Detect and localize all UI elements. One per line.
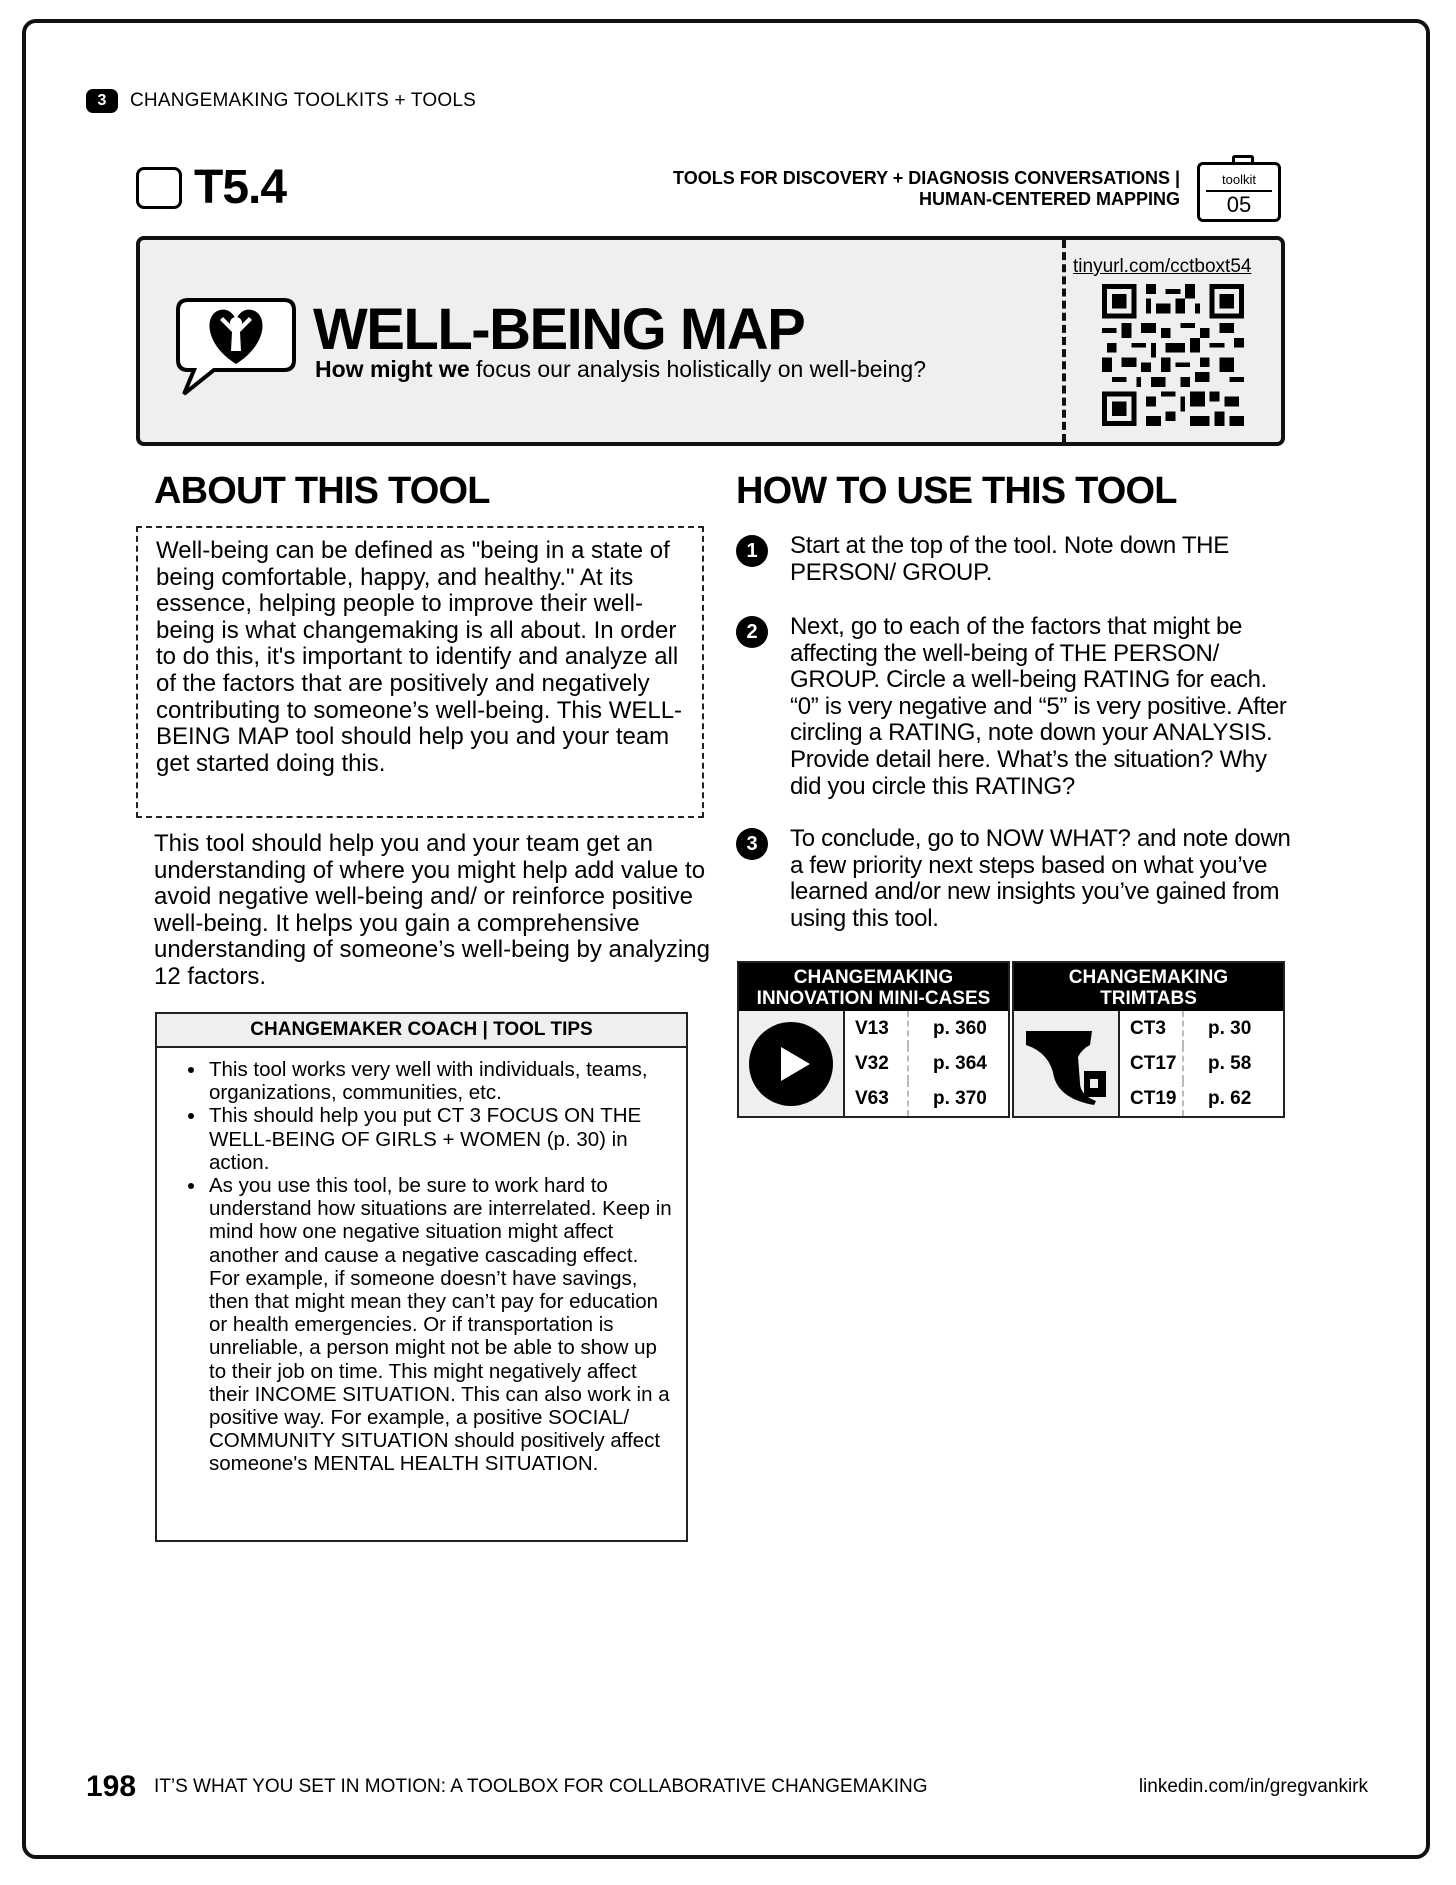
- tool-code: [136, 160, 286, 215]
- toolkit-badge: [1197, 162, 1281, 222]
- mini-case-code: V63: [845, 1081, 909, 1116]
- mini-cases-title-line-1: CHANGEMAKING: [793, 967, 954, 988]
- category-line-2: HUMAN-CENTERED MAPPING: [919, 189, 1180, 209]
- howto-heading: HOW TO USE THIS TOOL: [736, 470, 1177, 512]
- tip-item: • This should help you put CT 3 FOCUS ON THE WELL-BEING OF GIRLS + WOMEN (p. 30) in action.: [207, 1104, 672, 1174]
- trimtab-rudder-icon: [1014, 1011, 1120, 1116]
- about-definition-box: Well-being can be defined as "being in a state of being comfortable, happy, and healthy." At its essence, helping people to improve their well-being is what changemaking is all about. In order to do this, it's important to identify and analyze all of the factors that are positively and negatively contributing to someone’s well-being. This WELL-BEING MAP tool should help you and your team get started doing this.: [136, 526, 704, 818]
- mini-cases-table: [737, 961, 1010, 1118]
- step-number-badge: 2: [736, 616, 768, 648]
- section-number: 3: [86, 89, 118, 113]
- mini-case-row[interactable]: [845, 1081, 1008, 1116]
- trimtab-page: p. 62: [1208, 1087, 1252, 1109]
- mini-case-page: p. 370: [933, 1087, 987, 1109]
- tool-tips-box: [155, 1012, 688, 1542]
- book-title: IT’S WHAT YOU SET IN MOTION: A TOOLBOX FOR COLLABORATIVE CHANGEMAKING: [154, 1776, 928, 1797]
- qr-link[interactable]: tinyurl.com/cctboxt54: [1073, 256, 1252, 277]
- toolkit-label: toolkit: [1222, 172, 1256, 187]
- guiding-question: [315, 356, 926, 383]
- tool-category: [673, 168, 1180, 210]
- toolbox-handle-icon: [1232, 155, 1254, 165]
- tool-title: WELL-BEING MAP: [313, 297, 805, 362]
- mini-cases-header: [739, 963, 1008, 1011]
- tool-tips-list: [157, 1058, 686, 1476]
- page-number: 198: [86, 1770, 137, 1803]
- completion-checkbox[interactable]: [136, 167, 182, 209]
- section-tag: [86, 89, 476, 113]
- mini-case-page: p. 360: [933, 1017, 987, 1039]
- mini-cases-title-line-2: INNOVATION MINI-CASES: [756, 988, 991, 1009]
- step-text: Start at the top of the tool. Note down THE PERSON/ GROUP.: [790, 532, 1229, 586]
- step-text: To conclude, go to NOW WHAT? and note down a few priority next steps based on what you’ve learned and/or new insights you’ve gained from using this tool.: [790, 825, 1291, 932]
- banner-divider: [1062, 240, 1066, 442]
- trimtab-code: CT17: [1120, 1046, 1184, 1081]
- step-1: [736, 533, 1296, 586]
- step-number-badge: 3: [736, 828, 768, 860]
- person-in-heart-speech-bubble-icon: [174, 296, 298, 405]
- trimtabs-header: [1014, 963, 1283, 1011]
- trimtab-row[interactable]: [1120, 1081, 1283, 1116]
- trimtab-page: p. 30: [1208, 1017, 1252, 1039]
- mini-case-page: p. 364: [933, 1052, 987, 1074]
- category-line-1: TOOLS FOR DISCOVERY + DIAGNOSIS CONVERSATIONS |: [673, 168, 1180, 188]
- about-paragraph: This tool should help you and your team get an understanding of where you might help add value to avoid negative well-being and/ or reinforce positive well-being. It helps you gain a comprehensive understanding of someone’s well-being by analyzing 12 factors.: [154, 830, 710, 990]
- tip-item: • As you use this tool, be sure to work hard to understand how situations are interrelated. Keep in mind how one negative situation might affect another and cause a negative cascading effect. For example, if someone doesn’t have savings, then that might mean they can’t pay for education or health emergencies. Or if transportation is unreliable, a person might not be able to show up to their job on time. This might negatively affect their INCOME SITUATION. This can also work in a positive way. For example, a positive SOCIAL/ COMMUNITY SITUATION should positively affect someone's MENTAL HEALTH SITUATION.: [207, 1174, 672, 1476]
- step-2: [736, 614, 1296, 800]
- mini-case-row[interactable]: [845, 1046, 1008, 1081]
- trimtab-page: p. 58: [1208, 1052, 1252, 1074]
- trimtabs-title-line-2: TRIMTABS: [1100, 988, 1197, 1009]
- trimtabs-title-line-1: CHANGEMAKING: [1068, 967, 1229, 988]
- tip-item: • This tool works very well with individuals, teams, organizations, communities, etc.: [207, 1058, 672, 1104]
- toolkit-number: 05: [1206, 190, 1272, 218]
- trimtab-row[interactable]: [1120, 1046, 1283, 1081]
- trimtab-code: CT19: [1120, 1081, 1184, 1116]
- tool-code-text: T5.4: [194, 161, 287, 214]
- trimtabs-table: [1012, 961, 1285, 1118]
- mini-case-code: V13: [845, 1011, 909, 1046]
- about-heading: ABOUT THIS TOOL: [154, 470, 490, 512]
- trimtab-code: CT3: [1120, 1011, 1184, 1046]
- tool-banner: [136, 236, 1285, 446]
- step-3: [736, 826, 1296, 932]
- step-text: Next, go to each of the factors that might be affecting the well-being of THE PERSON/ GROUP. Circle a well-being RATING for each. “0” is very negative and “5” is very positive. After circling a RATING, note down your ANALYSIS. Provide detail here. What’s the situation? Why did you circle this RATING?: [790, 613, 1287, 800]
- qr-code-icon[interactable]: [1102, 284, 1244, 431]
- question-rest: focus our analysis holistically on well-being?: [469, 356, 927, 382]
- author-link[interactable]: linkedin.com/in/gregvankirk: [1138, 1776, 1368, 1797]
- trimtab-row[interactable]: [1120, 1011, 1283, 1046]
- mini-case-row[interactable]: [845, 1011, 1008, 1046]
- section-title: CHANGEMAKING TOOLKITS + TOOLS: [130, 90, 476, 111]
- tool-tips-header: CHANGEMAKER COACH | TOOL TIPS: [157, 1014, 686, 1048]
- question-lead: How might we: [315, 356, 470, 382]
- mini-case-code: V32: [845, 1046, 909, 1081]
- play-button-icon[interactable]: [739, 1011, 845, 1116]
- step-number-badge: 1: [736, 535, 768, 567]
